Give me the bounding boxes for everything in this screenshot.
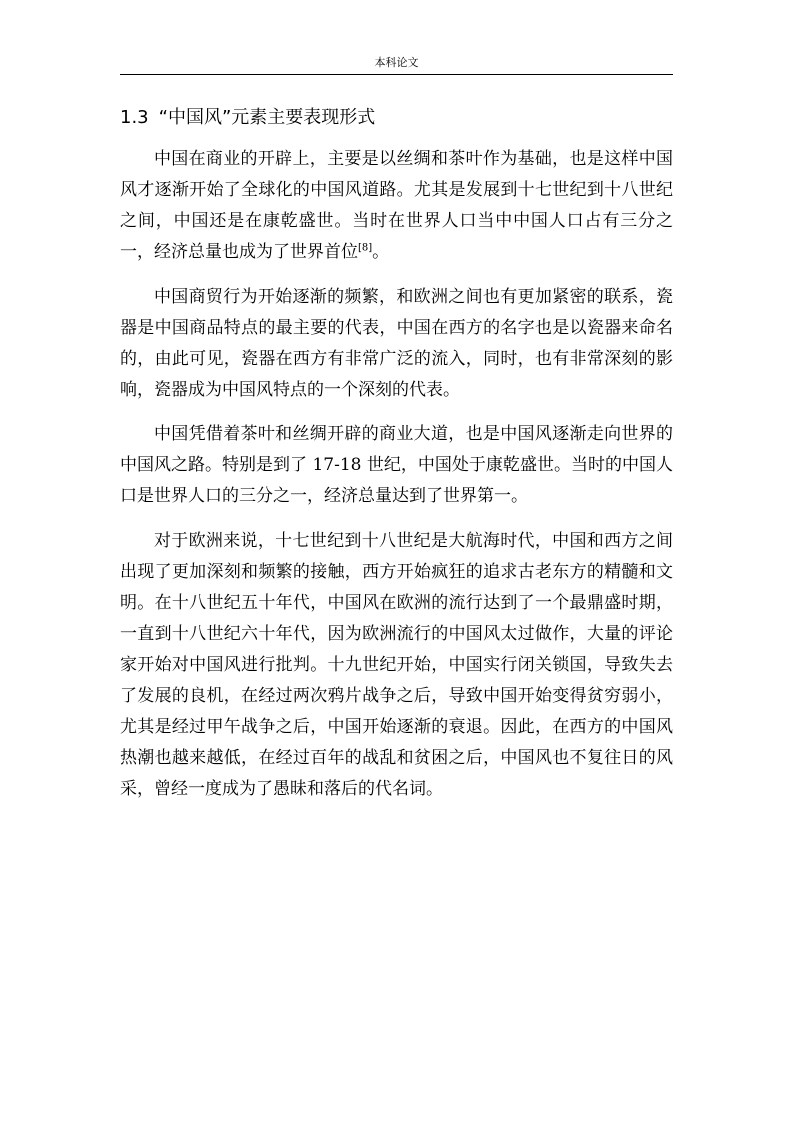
paragraph-1 (120, 144, 673, 268)
section-title: “中国风”元素主要表现形式 (158, 107, 376, 128)
section-heading (120, 104, 673, 132)
paragraph-4: 对于欧洲来说，十七世纪到十八世纪是大航海时代，中国和西方之间出现了更加深刻和频繁的接触，西方开始疯狂的追求古老东方的精髓和文明。在十八世纪五十年代，中国风在欧洲的流行达到了一个最鼎盛时期，一直到十八世纪六十年代，因为欧洲流行的中国风太过做作，大量的评论家开始对中国风进行批判。十九世纪开始，中国实行闭关锁国，导致失去了发展的良机，在经过两次鸦片战争之后，导致中国开始变得贫穷弱小，尤其是经过甲午战争之后，中国开始逐渐的衰退。因此，在西方的中国风热潮也越来越低，在经过百年的战乱和贫困之后，中国风也不复往日的风采，曾经一度成为了愚昧和落后的代名词。 (120, 530, 673, 800)
paragraph-1-text: 中国在商业的开辟上，主要是以丝绸和茶叶作为基础，也是这样中国风才逐渐开始了全球化的中国风道路。尤其是发展到十七世纪到十八世纪之间，中国还是在康乾盛世。当时在世界人口当中中国人口占有三分之一，经济总量也成为了世界首位 (120, 149, 673, 263)
paragraph-1-end: 。 (372, 242, 390, 263)
paragraph-2: 中国商贸行为开始逐渐的频繁，和欧洲之间也有更加紧密的联系，瓷器是中国商品特点的最主要的代表，中国在西方的名字也是以瓷器来命名的，由此可见，瓷器在西方有非常广泛的流入，同时，也有非常深刻的影响，瓷器成为中国风特点的一个深刻的代表。 (120, 286, 673, 400)
citation-marker: [8] (358, 242, 373, 254)
running-header-title: 本科论文 (374, 56, 419, 69)
body-text (120, 144, 673, 805)
running-header (120, 55, 673, 75)
paragraph-3: 中国凭借着茶叶和丝绸开辟的商业大道，也是中国风逐渐走向世界的中国风之路。特别是到了 17-18 世纪，中国处于康乾盛世。当时的中国人口是世界人口的三分之一，经济总量达到了世界第一。 (120, 424, 673, 507)
section-number: 1.3 (120, 107, 149, 128)
